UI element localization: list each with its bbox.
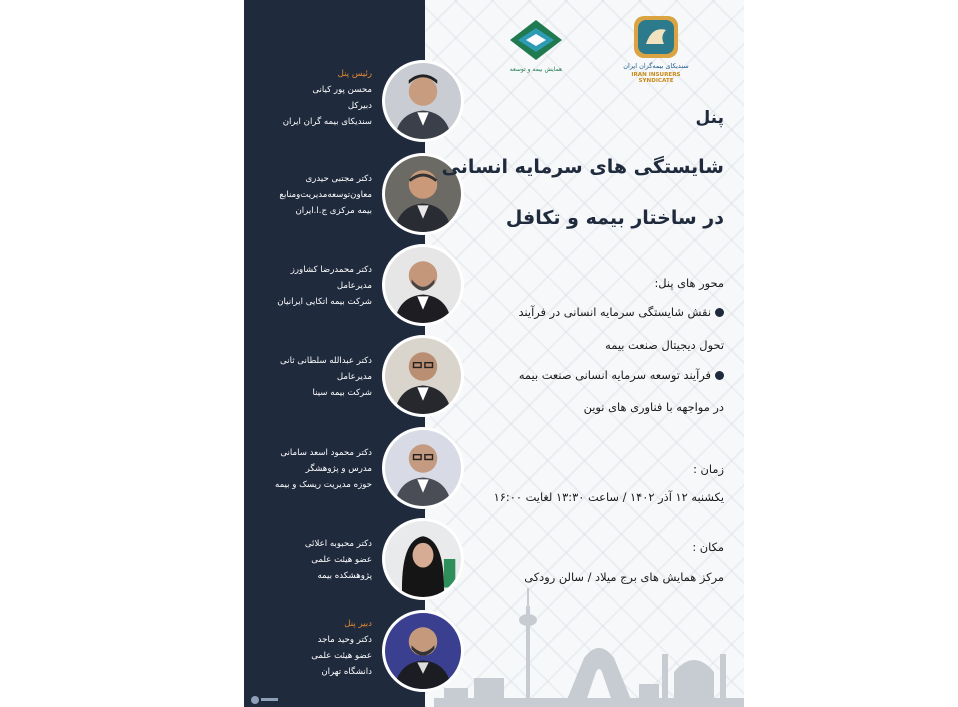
tehran-skyline-icon: [434, 588, 744, 707]
speaker-title: عضو هیئت علمی: [311, 651, 372, 661]
topic-item: [519, 368, 724, 382]
speaker-avatar: [382, 427, 464, 509]
time-label: زمان :: [693, 462, 724, 476]
speaker-avatar: [382, 60, 464, 142]
time-value: یکشنبه ۱۲ آذر ۱۴۰۲ / ساعت ۱۳:۳۰ لغایت ۱۶:۰۰: [493, 490, 724, 504]
panel-title-line1: شایستگی های سرمایه انسانی: [441, 156, 724, 178]
speaker-title: مدرس و پژوهشگر: [305, 464, 372, 474]
speaker-card: [244, 427, 464, 509]
speaker-info: [244, 445, 372, 493]
speaker-card: [244, 60, 464, 142]
speaker-org: شرکت بیمه سینا: [312, 388, 372, 398]
speaker-org: سندیکای بیمه گران ایران: [282, 117, 372, 127]
panel-title-line2: در ساختار بیمه و تکافل: [505, 207, 724, 229]
bullet-icon: [715, 308, 724, 317]
speaker-info: [244, 66, 372, 130]
speaker-title: معاون‌توسعه‌مدیریت‌ومنابع: [279, 190, 372, 200]
speaker-info: [244, 536, 372, 584]
speaker-card: [244, 244, 464, 326]
topic-line1: نقش شایستگی سرمایه انسانی در فرآیند: [518, 305, 711, 319]
conference-logo-caption: همایش بیمه و توسعه: [509, 66, 563, 73]
speaker-org: شرکت بیمه اتکایی ایرانیان: [277, 297, 372, 307]
speaker-card: [244, 518, 464, 600]
speaker-title: مدیرعامل: [336, 372, 372, 382]
topic-line1: فرآیند توسعه سرمایه انسانی صنعت بیمه: [518, 368, 711, 382]
panel-label: پنل: [695, 108, 724, 128]
place-value: مرکز همایش های برج میلاد / سالن رودکی: [524, 570, 724, 584]
speaker-org: بیمه مرکزی ج.ا.ایران: [295, 206, 372, 216]
speaker-name: دکتر محمود اسعد سامانی: [280, 448, 372, 458]
speaker-org: حوزه مدیریت ریسک و بیمه: [274, 480, 372, 490]
syndicate-name-fa: سندیکای بیمه‌گران ایران: [623, 62, 689, 70]
speaker-name: محسن پور کیانی: [312, 85, 372, 95]
syndicate-name-en: IRAN INSURERS SYNDICATE: [631, 72, 681, 84]
speaker-card: [244, 610, 464, 692]
speaker-title: دبیرکل: [347, 101, 372, 111]
topic-line2: در مواجهه با فناوری های نوین: [583, 400, 724, 414]
speaker-avatar: [382, 244, 464, 326]
panel-poster: [244, 0, 744, 707]
speaker-card: [244, 335, 464, 417]
place-label: مکان :: [692, 540, 724, 554]
speaker-card: [244, 153, 464, 235]
speaker-info: [244, 353, 372, 401]
speaker-role: دبیر پنل: [344, 619, 372, 629]
speaker-info: [244, 262, 372, 310]
speaker-name: دکتر محبوبه اعلائی: [304, 539, 372, 549]
speaker-title: مدیرعامل: [336, 281, 372, 291]
topic-line2: تحول دیجیتال صنعت بیمه: [605, 338, 724, 352]
topic-item: [519, 305, 725, 319]
speaker-org: پژوهشکده بیمه: [317, 571, 372, 581]
conference-logo: [506, 18, 566, 73]
speaker-name: دکتر عبدالله سلطانی ثانی: [280, 356, 372, 366]
speaker-name: دکتر محمدرضا کشاورز: [290, 265, 372, 275]
speaker-avatar: [382, 335, 464, 417]
bullet-icon: [715, 371, 724, 380]
speaker-org: دانشگاه تهران: [321, 667, 372, 677]
topics-title: محور های پنل:: [654, 276, 724, 290]
watermark-icon: [250, 690, 280, 700]
speaker-info: [244, 616, 372, 680]
speaker-role: رئیس پنل: [337, 69, 372, 79]
syndicate-logo: [616, 14, 696, 84]
speaker-name: دکتر وحید ماجد: [317, 635, 372, 645]
speaker-title: عضو هیئت علمی: [311, 555, 372, 565]
speaker-info: [244, 171, 372, 219]
speaker-name: دکتر مجتبی حیدری: [305, 174, 372, 184]
